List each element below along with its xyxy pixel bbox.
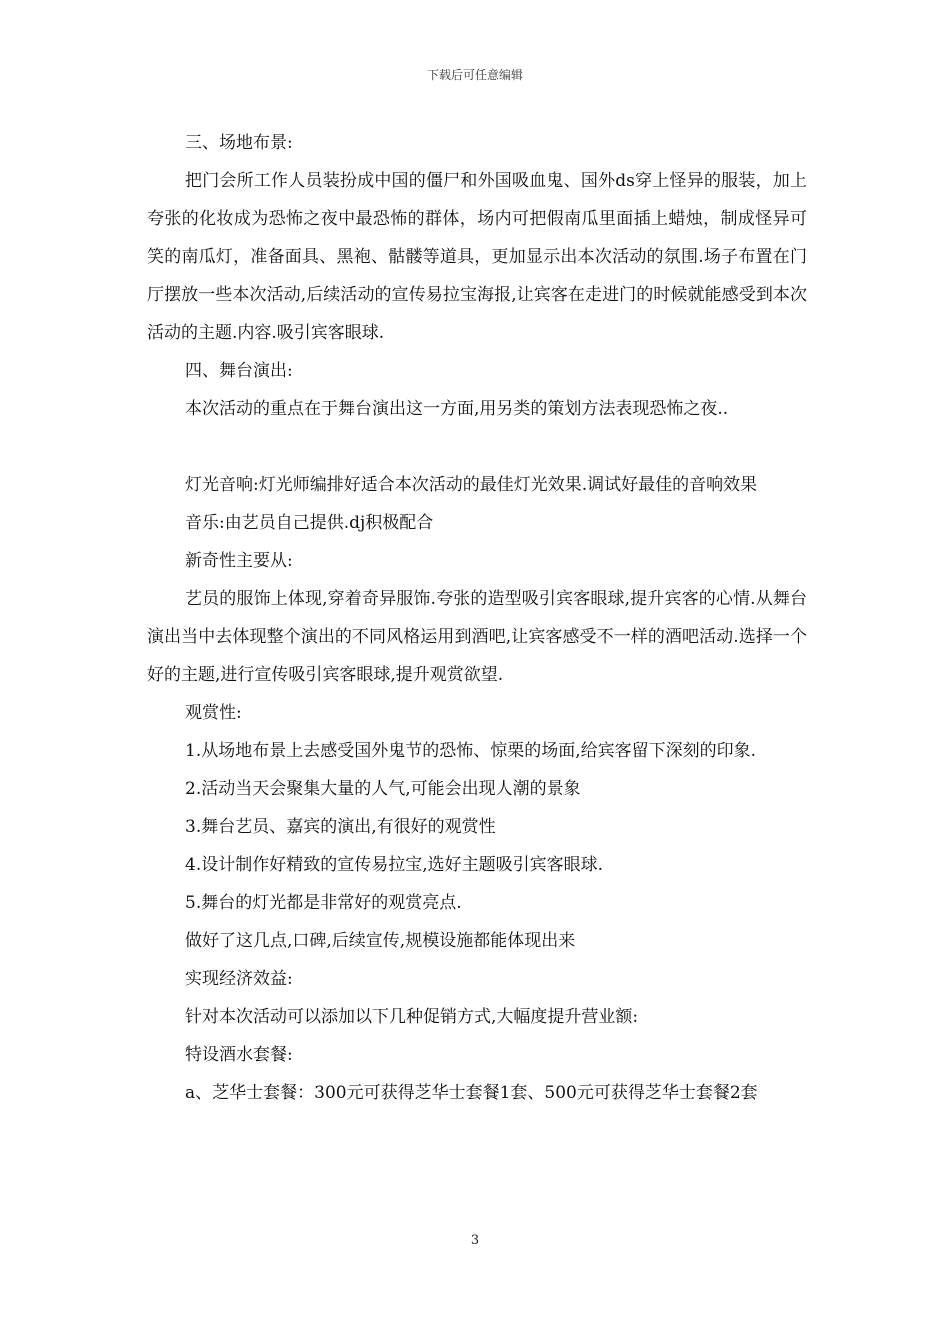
- list-item: 1.从场地布景上去感受国外鬼节的恐怖、惊栗的场面,给宾客留下深刻的印象.: [185, 741, 757, 761]
- document-body: [147, 124, 807, 1112]
- paragraph: 艺员的服饰上体现,穿着奇异服饰.夸张的造型吸引宾客眼球,提升宾客的心情.从舞台演出当中去体现整个演出的不同风格运用到酒吧,让宾客感受不一样的酒吧活动.选择一个好的主题,进行宣传吸引宾客眼球,提升观赏欲望.: [147, 589, 807, 685]
- paragraph: 音乐:由艺员自己提供.dj积极配合: [185, 513, 434, 533]
- paragraph: 灯光音响:灯光师编排好适合本次活动的最佳灯光效果.调试好最佳的音响效果: [185, 475, 758, 495]
- paragraph: 观赏性:: [185, 703, 242, 723]
- list-item: 3.舞台艺员、嘉宾的演出,有很好的观赏性: [185, 817, 496, 837]
- page-header: 下载后可任意编辑: [426, 68, 523, 82]
- section-heading-stage: 四、舞台演出:: [185, 361, 293, 381]
- list-item: 2.活动当天会聚集大量的人气,可能会出现人潮的景象: [185, 779, 581, 799]
- paragraph: 本次活动的重点在于舞台演出这一方面,用另类的策划方法表现恐怖之夜..: [185, 399, 729, 419]
- page-number: 3: [470, 1233, 480, 1248]
- section-heading-venue: 三、场地布景:: [185, 133, 293, 153]
- paragraph: 把门会所工作人员装扮成中国的僵尸和外国吸血鬼、国外ds穿上怪异的服装，加上夸张的化妆成为恐怖之夜中最恐怖的群体，场内可把假南瓜里面插上蜡烛，制成怪异可笑的南瓜灯，准备面具、黑袍、骷髅等道具，更加显示出本次活动的氛围.场子布置在门厅摆放一些本次活动,后续活动的宣传易拉宝海报,让宾客在走进门的时候就能感受到本次活动的主题.内容.吸引宾客眼球.: [147, 171, 807, 343]
- paragraph: 新奇性主要从:: [185, 551, 293, 571]
- paragraph: 针对本次活动可以添加以下几种促销方式,大幅度提升营业额:: [185, 1007, 639, 1027]
- paragraph: 实现经济效益:: [185, 969, 293, 989]
- list-item: 5.舞台的灯光都是非常好的观赏亮点.: [185, 893, 462, 913]
- paragraph: 特设酒水套餐:: [185, 1045, 293, 1065]
- list-item: 4.设计制作好精致的宣传易拉宝,选好主题吸引宾客眼球.: [185, 855, 604, 875]
- paragraph: 做好了这几点,口碑,后续宣传,规模设施都能体现出来: [185, 931, 576, 951]
- blank-line: [147, 428, 807, 466]
- paragraph: a、芝华士套餐：300元可获得芝华士套餐1套、500元可获得芝华士套餐2套: [185, 1083, 758, 1103]
